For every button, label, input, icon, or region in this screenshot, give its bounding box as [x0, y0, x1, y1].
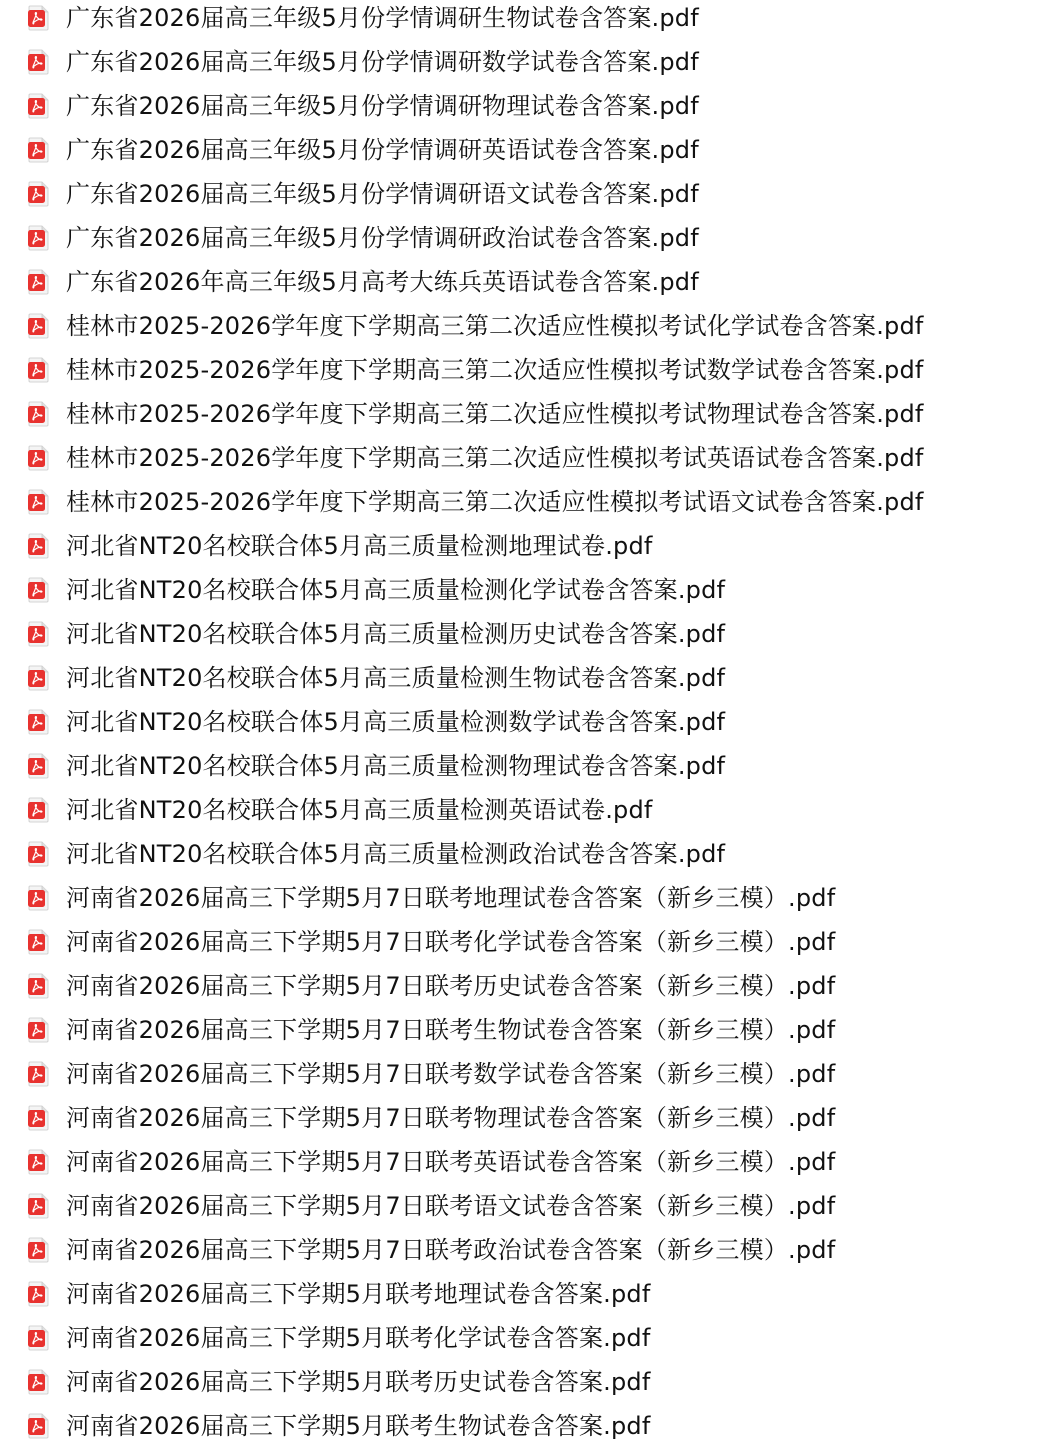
pdf-file-icon — [27, 1237, 49, 1263]
file-row[interactable] — [0, 348, 1060, 392]
pdf-file-icon — [27, 1017, 49, 1043]
file-row[interactable] — [0, 744, 1060, 788]
file-name: 河南省2026届高三下学期5月7日联考生物试卷含答案（新乡三模）.pdf — [66, 1016, 836, 1044]
file-row[interactable] — [0, 304, 1060, 348]
pdf-file-icon — [27, 357, 49, 383]
file-name: 河北省NT20名校联合体5月高三质量检测生物试卷含答案.pdf — [66, 664, 726, 692]
pdf-file-icon — [27, 1281, 49, 1307]
file-name: 广东省2026年高三年级5月高考大练兵英语试卷含答案.pdf — [66, 268, 699, 296]
pdf-file-icon — [27, 313, 49, 339]
file-row[interactable] — [0, 128, 1060, 172]
file-row[interactable] — [0, 84, 1060, 128]
pdf-file-icon — [27, 885, 49, 911]
file-row[interactable] — [0, 920, 1060, 964]
file-name: 河北省NT20名校联合体5月高三质量检测化学试卷含答案.pdf — [66, 576, 726, 604]
pdf-file-icon — [27, 137, 49, 163]
file-row[interactable] — [0, 1008, 1060, 1052]
file-name: 河南省2026届高三下学期5月联考历史试卷含答案.pdf — [66, 1368, 651, 1396]
pdf-file-icon — [27, 841, 49, 867]
file-row[interactable] — [0, 260, 1060, 304]
pdf-file-icon — [27, 665, 49, 691]
pdf-file-icon — [27, 753, 49, 779]
pdf-file-icon — [27, 709, 49, 735]
file-row[interactable] — [0, 1228, 1060, 1272]
file-name: 河南省2026届高三下学期5月7日联考英语试卷含答案（新乡三模）.pdf — [66, 1148, 836, 1176]
pdf-file-icon — [27, 973, 49, 999]
pdf-file-icon — [27, 1149, 49, 1175]
file-name: 河南省2026届高三下学期5月7日联考化学试卷含答案（新乡三模）.pdf — [66, 928, 836, 956]
pdf-file-icon — [27, 401, 49, 427]
file-name: 桂林市2025-2026学年度下学期高三第二次适应性模拟考试物理试卷含答案.pdf — [66, 400, 924, 428]
pdf-file-icon — [27, 269, 49, 295]
file-name: 河南省2026届高三下学期5月7日联考语文试卷含答案（新乡三模）.pdf — [66, 1192, 836, 1220]
file-row[interactable] — [0, 1096, 1060, 1140]
file-row[interactable] — [0, 1316, 1060, 1360]
pdf-file-icon — [27, 1369, 49, 1395]
file-row[interactable] — [0, 1360, 1060, 1404]
file-name: 河南省2026届高三下学期5月7日联考地理试卷含答案（新乡三模）.pdf — [66, 884, 836, 912]
file-name: 广东省2026届高三年级5月份学情调研政治试卷含答案.pdf — [66, 224, 699, 252]
pdf-file-icon — [27, 621, 49, 647]
file-row[interactable] — [0, 1184, 1060, 1228]
file-name: 河南省2026届高三下学期5月7日联考政治试卷含答案（新乡三模）.pdf — [66, 1236, 836, 1264]
file-name: 河南省2026届高三下学期5月联考化学试卷含答案.pdf — [66, 1324, 651, 1352]
file-name: 广东省2026届高三年级5月份学情调研数学试卷含答案.pdf — [66, 48, 699, 76]
file-row[interactable] — [0, 656, 1060, 700]
file-row[interactable] — [0, 568, 1060, 612]
file-row[interactable] — [0, 436, 1060, 480]
pdf-file-icon — [27, 533, 49, 559]
pdf-file-icon — [27, 489, 49, 515]
file-row[interactable] — [0, 172, 1060, 216]
file-row[interactable] — [0, 700, 1060, 744]
file-name: 桂林市2025-2026学年度下学期高三第二次适应性模拟考试语文试卷含答案.pdf — [66, 488, 924, 516]
pdf-file-icon — [27, 49, 49, 75]
file-row[interactable] — [0, 392, 1060, 436]
pdf-file-icon — [27, 1325, 49, 1351]
pdf-file-icon — [27, 445, 49, 471]
file-name: 广东省2026届高三年级5月份学情调研生物试卷含答案.pdf — [66, 4, 699, 32]
pdf-file-icon — [27, 929, 49, 955]
file-name: 河南省2026届高三下学期5月联考生物试卷含答案.pdf — [66, 1412, 651, 1440]
pdf-file-icon — [27, 225, 49, 251]
file-row[interactable] — [0, 480, 1060, 524]
pdf-file-icon — [27, 797, 49, 823]
file-name: 桂林市2025-2026学年度下学期高三第二次适应性模拟考试英语试卷含答案.pdf — [66, 444, 924, 472]
file-name: 河北省NT20名校联合体5月高三质量检测政治试卷含答案.pdf — [66, 840, 726, 868]
file-name: 河南省2026届高三下学期5月联考地理试卷含答案.pdf — [66, 1280, 651, 1308]
file-row[interactable] — [0, 612, 1060, 656]
pdf-file-icon — [27, 1193, 49, 1219]
file-name: 河北省NT20名校联合体5月高三质量检测物理试卷含答案.pdf — [66, 752, 726, 780]
file-name: 河北省NT20名校联合体5月高三质量检测英语试卷.pdf — [66, 796, 653, 824]
pdf-file-icon — [27, 93, 49, 119]
file-name: 河北省NT20名校联合体5月高三质量检测地理试卷.pdf — [66, 532, 653, 560]
file-row[interactable] — [0, 1272, 1060, 1316]
file-row[interactable] — [0, 832, 1060, 876]
pdf-file-icon — [27, 577, 49, 603]
pdf-file-icon — [27, 1105, 49, 1131]
file-row[interactable] — [0, 216, 1060, 260]
file-row[interactable] — [0, 0, 1060, 40]
file-name: 广东省2026届高三年级5月份学情调研英语试卷含答案.pdf — [66, 136, 699, 164]
file-row[interactable] — [0, 876, 1060, 920]
file-row[interactable] — [0, 524, 1060, 568]
file-row[interactable] — [0, 1140, 1060, 1184]
pdf-file-icon — [27, 1061, 49, 1087]
file-name: 桂林市2025-2026学年度下学期高三第二次适应性模拟考试数学试卷含答案.pdf — [66, 356, 924, 384]
file-row[interactable] — [0, 40, 1060, 84]
file-row[interactable] — [0, 1404, 1060, 1448]
file-row[interactable] — [0, 1052, 1060, 1096]
pdf-file-icon — [27, 181, 49, 207]
file-name: 河南省2026届高三下学期5月7日联考物理试卷含答案（新乡三模）.pdf — [66, 1104, 836, 1132]
file-row[interactable] — [0, 788, 1060, 832]
file-name: 广东省2026届高三年级5月份学情调研物理试卷含答案.pdf — [66, 92, 699, 120]
pdf-file-icon — [27, 5, 49, 31]
file-name: 桂林市2025-2026学年度下学期高三第二次适应性模拟考试化学试卷含答案.pdf — [66, 312, 924, 340]
file-name: 河南省2026届高三下学期5月7日联考数学试卷含答案（新乡三模）.pdf — [66, 1060, 836, 1088]
file-row[interactable] — [0, 964, 1060, 1008]
file-name: 河北省NT20名校联合体5月高三质量检测历史试卷含答案.pdf — [66, 620, 726, 648]
file-name: 广东省2026届高三年级5月份学情调研语文试卷含答案.pdf — [66, 180, 699, 208]
file-name: 河北省NT20名校联合体5月高三质量检测数学试卷含答案.pdf — [66, 708, 726, 736]
file-name: 河南省2026届高三下学期5月7日联考历史试卷含答案（新乡三模）.pdf — [66, 972, 836, 1000]
pdf-file-icon — [27, 1413, 49, 1439]
